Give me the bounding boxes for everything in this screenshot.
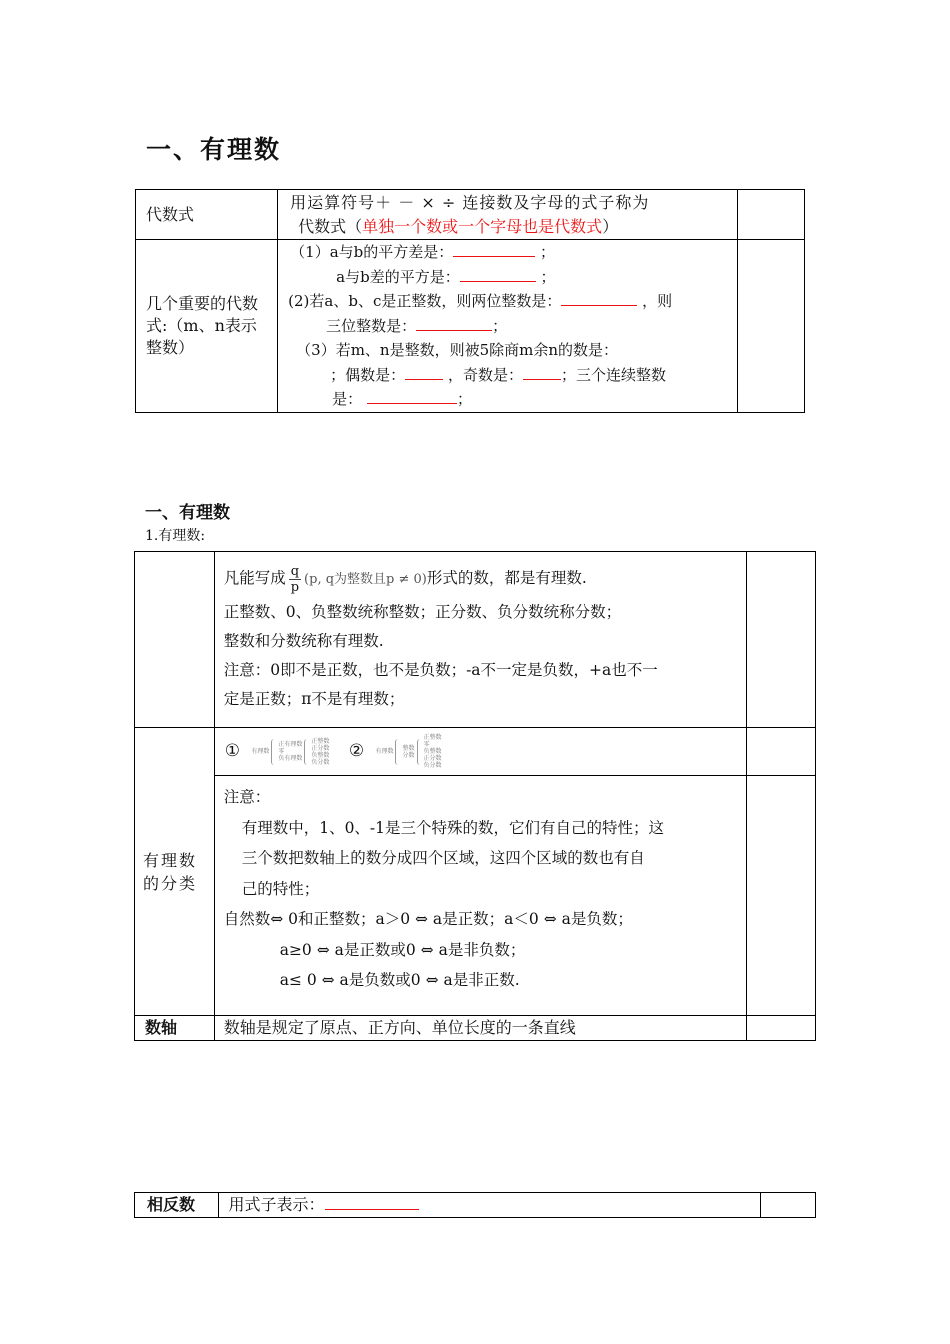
label-text: 代数式 [146, 204, 195, 224]
diagram1-root: 有理数 [251, 748, 270, 755]
item3b-text3: ；三个连续整数 [560, 365, 666, 384]
axis-label: 数轴 [145, 1018, 178, 1037]
definition-line2: 正整数、0、负整数统称整数；正分数、负分数统称分数； [223, 603, 622, 621]
item3b-text2: ，奇数是： [447, 365, 523, 384]
definition-suffix: ） [602, 217, 619, 236]
opposite-number-table [134, 1192, 816, 1218]
item3c [288, 387, 729, 412]
item2a-end: ，则 [642, 292, 673, 310]
diagram2-integer: 整数 [402, 744, 415, 752]
classification-label: 有理数的分类 [143, 850, 198, 893]
row-label-important-expressions [136, 240, 278, 413]
definition-line1: 用运算符号＋ － × ÷ 连接数及字母的式子称为 [290, 193, 650, 212]
classification-diagram-1 [251, 738, 329, 766]
rational-number-table [134, 551, 816, 1041]
row-label-algebraic-expression [136, 190, 278, 240]
definition-cell [214, 552, 746, 728]
diagram2-neg-int: 负整数 [423, 748, 442, 755]
diagram1-negative: 负有理数 [278, 755, 303, 762]
row-extra-cell [746, 776, 815, 1016]
section2-title: 一、有理数 [145, 503, 230, 523]
answer-blank[interactable] [460, 265, 536, 282]
note-line5: a≥0 ⇔ a是正数或0 ⇔ a是非负数； [279, 940, 526, 959]
definition-line2 [290, 215, 729, 239]
item3a: （3）若m、n是整数，则被5除商m余n的数是： [296, 341, 619, 359]
row-extra-cell [746, 728, 815, 776]
item3c-text: 是： [332, 390, 363, 408]
axis-definition: 数轴是规定了原点、正方向、单位长度的一条直线 [223, 1018, 576, 1037]
item1b-end: ； [540, 267, 556, 286]
definition-prefix: 代数式（ [298, 217, 363, 236]
row-extra-cell [761, 1193, 816, 1218]
algebraic-expression-table [135, 189, 805, 413]
diagram1-neg-frac: 负分数 [311, 758, 330, 766]
row-content-important-expressions [278, 240, 738, 413]
item2a-text: (2)若a、b、c是正整数，则两位整数是： [288, 292, 562, 310]
diagram2-root: 有理数 [375, 748, 394, 755]
item1a-end: ； [540, 243, 556, 261]
diagram1-pos-frac: 正分数 [311, 744, 330, 752]
diagram2-pos-frac: 正分数 [423, 755, 442, 762]
diagram-1-marker: ① [224, 741, 240, 761]
note-line4: 自然数⇔ 0和正整数；a＞0 ⇔ a是正数；a＜0 ⇔ a是负数； [223, 910, 633, 928]
brace-icon [395, 739, 400, 765]
diagram2-zero: 零 [423, 741, 430, 748]
classification-notes-cell [214, 776, 746, 1016]
opposite-content-cell [219, 1193, 761, 1218]
item1a [288, 240, 729, 265]
diagram1-neg-int: 负整数 [311, 751, 330, 759]
definition-suffix: 形式的数，都是有理数. [426, 569, 587, 587]
answer-blank[interactable] [405, 363, 443, 380]
note-line1: 有理数中，1、0、-1是三个特殊的数，它们有自己的特性；这 [241, 818, 665, 837]
item2b [288, 314, 729, 339]
diagram2-pos-int: 正整数 [423, 734, 442, 741]
fraction-denominator: p [290, 579, 300, 595]
fraction-q-over-p [289, 564, 301, 595]
item2a [288, 289, 729, 314]
row-extra-cell [746, 552, 815, 728]
diagram2-fraction: 分数 [402, 751, 415, 759]
definition-condition: (p, q为整数且p ≠ 0) [304, 572, 427, 587]
row-extra-cell [738, 190, 805, 240]
note-line2: 三个数把数轴上的数分成四个区域，这四个区域的数也有自 [241, 849, 645, 867]
definition-line4: 注意：0即不是正数，也不是负数；-a不一定是负数，+a也不一 [223, 661, 658, 679]
opposite-label: 相反数 [147, 1195, 196, 1214]
row-extra-cell [746, 1016, 815, 1041]
classification-label-cell [135, 728, 215, 1016]
note-line6: a≤ 0 ⇔ a是负数或0 ⇔ a是非正数. [279, 971, 520, 989]
axis-label-cell [135, 1016, 215, 1041]
row-label-empty [135, 552, 215, 728]
item3c-end: ； [456, 390, 472, 408]
label-text: 几个重要的代数式:（m、n表示整数） [146, 293, 259, 357]
classification-diagram-2 [375, 734, 441, 769]
definition-prefix: 凡能写成 [223, 569, 286, 587]
answer-blank[interactable] [523, 363, 561, 380]
definition-line1 [224, 560, 742, 598]
item1a-text: （1）a与b的平方差是： [290, 243, 454, 261]
answer-blank[interactable] [367, 387, 457, 404]
section2-subtitle: 1.有理数: [145, 528, 206, 544]
opposite-label-cell [135, 1193, 219, 1218]
item3b [288, 363, 729, 388]
diagram-2-marker: ② [348, 741, 365, 761]
fraction-numerator: q [290, 563, 300, 579]
answer-blank[interactable] [453, 240, 535, 257]
diagram1-zero: 零 [278, 748, 285, 755]
answer-blank[interactable] [325, 1193, 419, 1210]
item2b-end: ； [492, 316, 508, 335]
definition-note: 单独一个数或一个字母也是代数式 [362, 217, 603, 236]
row-content-algebraic-expression [278, 190, 738, 240]
definition-line3: 整数和分数统称有理数. [223, 632, 384, 650]
brace-icon [271, 739, 276, 765]
item3b-text1: ；偶数是： [330, 365, 406, 384]
brace-icon [304, 739, 309, 765]
section1-title: 一、有理数 [146, 135, 282, 164]
definition-line5: 定是正数；π不是有理数； [223, 690, 405, 708]
diagram2-neg-frac: 负分数 [423, 762, 442, 769]
item1b-text: a与b差的平方是： [336, 267, 460, 286]
brace-icon [417, 739, 422, 765]
note-line3: 己的特性； [241, 879, 320, 898]
item2b-text: 三位整数是： [326, 316, 417, 335]
diagram1-positive: 正有理数 [278, 741, 303, 748]
answer-blank[interactable] [416, 314, 492, 331]
note-title: 注意： [223, 788, 271, 806]
answer-blank[interactable] [561, 289, 637, 306]
axis-content-cell [214, 1016, 746, 1041]
diagram1-pos-int: 正整数 [311, 737, 330, 745]
row-extra-cell [738, 240, 805, 413]
classification-diagrams-cell [214, 728, 746, 776]
item1b [288, 265, 729, 290]
opposite-prompt: 用式子表示： [228, 1195, 325, 1214]
